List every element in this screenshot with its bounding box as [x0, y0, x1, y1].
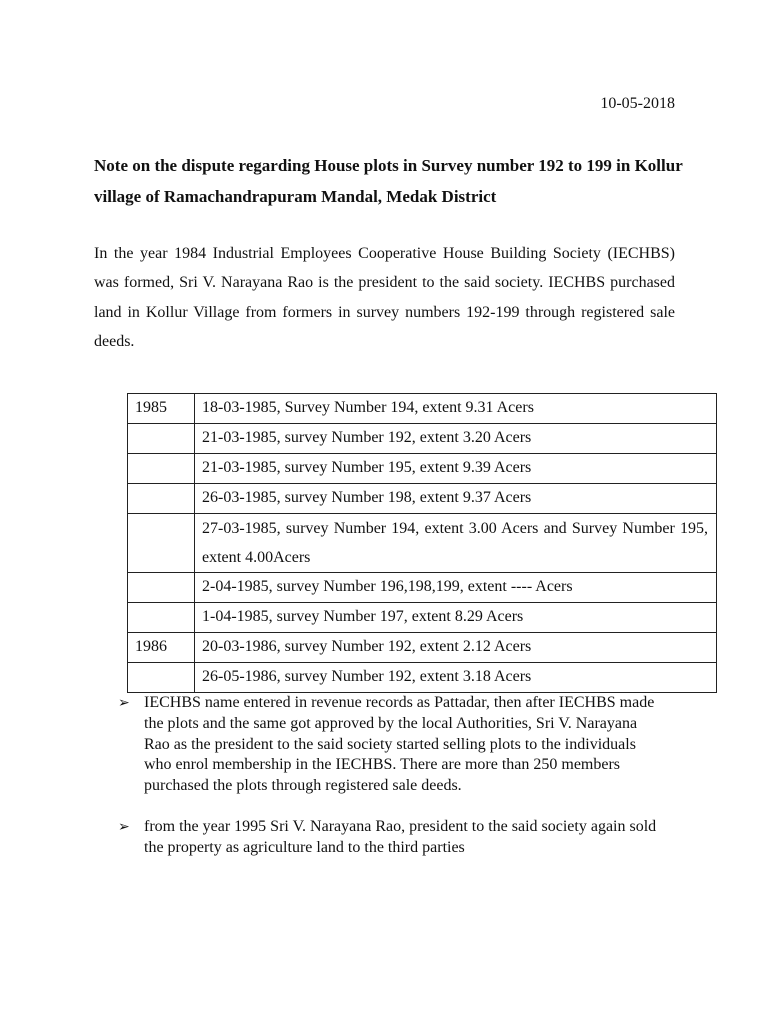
- deed-cell: 21-03-1985, survey Number 195, extent 9.39 Acers: [195, 454, 717, 484]
- table-row: [128, 514, 717, 573]
- deed-cell: 27-03-1985, survey Number 194, extent 3.00 Acers and Survey Number 195, extent 4.00Acers: [195, 514, 717, 573]
- bullet-text: IECHBS name entered in revenue records as Pattadar, then after IECHBS made the plots and the same got approved by the local Authorities, Sri V. Narayana Rao as the president to the said society started selling plots to the individuals who enrol membership in the IECHBS. There are more than 250 members purchased the plots through registered sale deeds.: [144, 694, 655, 795]
- year-cell: [128, 514, 195, 573]
- table-row: [128, 424, 717, 454]
- arrowhead-bullet-icon: ➢: [118, 818, 130, 835]
- deed-cell: 26-03-1985, survey Number 198, extent 9.37 Acers: [195, 484, 717, 514]
- year-cell: [128, 663, 195, 693]
- bullet-text: from the year 1995 Sri V. Narayana Rao, president to the said society again sold the property as agriculture land to the third parties: [144, 817, 657, 856]
- table-row: [128, 573, 717, 603]
- year-cell: 1985: [128, 394, 195, 424]
- list-item: [118, 693, 658, 797]
- table-row: [128, 484, 717, 514]
- deed-cell: 2-04-1985, survey Number 196,198,199, extent ---- Acers: [195, 573, 717, 603]
- list-item: [118, 817, 658, 859]
- document-date: 10-05-2018: [600, 95, 675, 112]
- table-row: [128, 603, 717, 633]
- deed-cell: 1-04-1985, survey Number 197, extent 8.29 Acers: [195, 603, 717, 633]
- intro-paragraph: In the year 1984 Industrial Employees Cooperative House Building Society (IECHBS) was formed, Sri V. Narayana Rao is the president to the said society. IECHBS purchased land in Kollur Village from formers in survey numbers 192-199 through registered sale deeds.: [94, 245, 675, 350]
- year-cell: [128, 454, 195, 484]
- sale-deeds-table: [127, 393, 717, 693]
- deed-cell: 20-03-1986, survey Number 192, extent 2.12 Acers: [195, 633, 717, 663]
- year-cell: 1986: [128, 633, 195, 663]
- deed-cell: 26-05-1986, survey Number 192, extent 3.18 Acers: [195, 663, 717, 693]
- year-cell: [128, 603, 195, 633]
- document-title: Note on the dispute regarding House plots in Survey number 192 to 199 in Kollur village of Ramachandrapuram Mandal, Medak District: [94, 156, 683, 206]
- deed-cell: 21-03-1985, survey Number 192, extent 3.20 Acers: [195, 424, 717, 454]
- year-cell: [128, 424, 195, 454]
- bullet-list: [118, 693, 658, 859]
- year-cell: [128, 484, 195, 514]
- year-cell: [128, 573, 195, 603]
- table-row: [128, 633, 717, 663]
- table-row: [128, 394, 717, 424]
- deed-cell: 18-03-1985, Survey Number 194, extent 9.31 Acers: [195, 394, 717, 424]
- table-row: [128, 663, 717, 693]
- table-row: [128, 454, 717, 484]
- arrowhead-bullet-icon: ➢: [118, 695, 130, 711]
